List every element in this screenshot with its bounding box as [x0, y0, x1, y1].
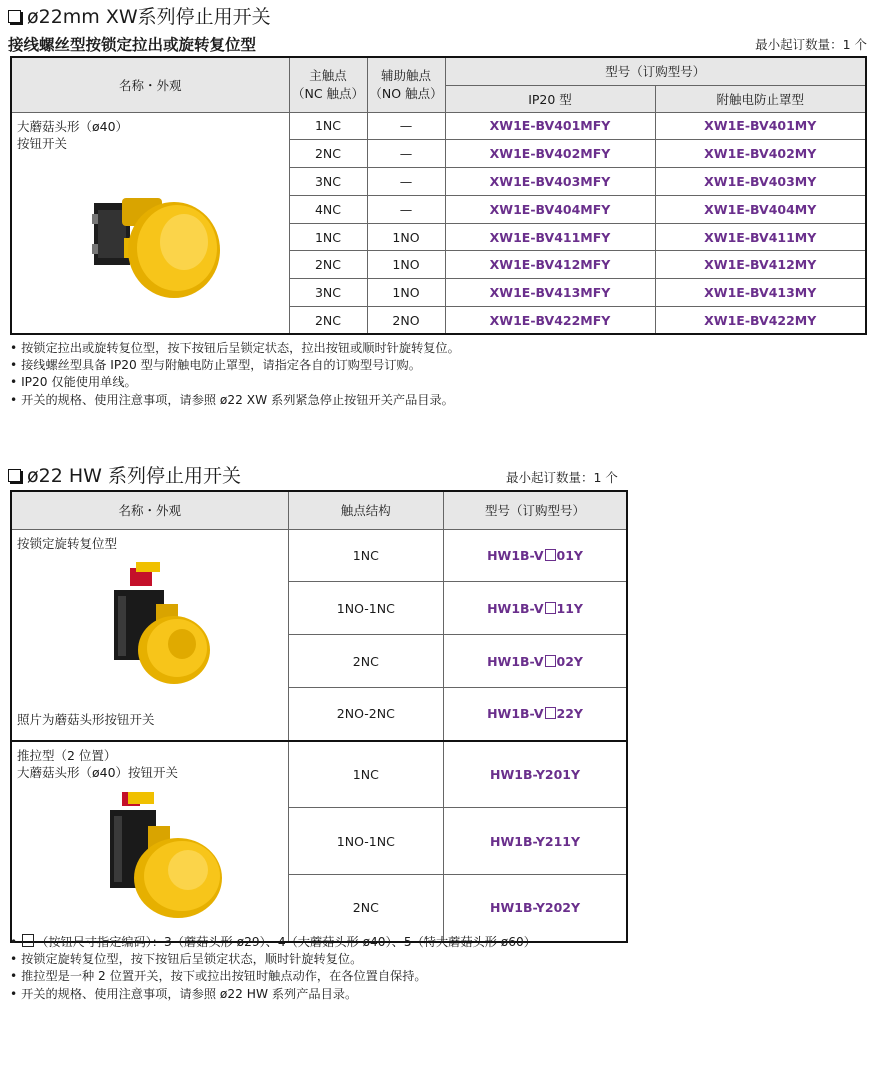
size-code-box-icon: [545, 602, 556, 614]
section2-title: ø22 HW 系列停止用开关: [8, 461, 241, 488]
note: • （按钮尺寸指定编码）：3（蘑菇头形 ø29）、4（大蘑菇头形 ø40）、5（特大蘑菇头形 ø60）: [10, 935, 536, 949]
aux-contact-cell: —: [367, 112, 445, 140]
model-finger-cell: XW1E-BV403MY: [655, 168, 866, 196]
hw-product-table: [10, 490, 628, 943]
checkbox-square-icon: [8, 469, 21, 482]
mushroom-button-image-icon: [82, 168, 222, 308]
main-contact-cell: 3NC: [289, 279, 367, 307]
mushroom-button-image-icon: [100, 562, 220, 692]
model-cell: HW1B-V 11Y: [444, 582, 627, 635]
header-main-contact: 主触点 （NC 触点）: [289, 57, 367, 112]
model-ip20-cell: XW1E-BV402MFY: [445, 140, 655, 168]
model-ip20-cell: XW1E-BV413MFY: [445, 279, 655, 307]
section1-subtitle: 接线螺丝型按锁定拉出或旋转复位型: [8, 36, 257, 54]
header-model: 型号（订购型号）: [445, 57, 866, 85]
header-finger-protect: 附触电防止罩型: [655, 85, 866, 112]
model-ip20-cell: XW1E-BV411MFY: [445, 223, 655, 251]
note: • 开关的规格、使用注意事项，请参照 ø22 HW 系列产品目录。: [10, 986, 358, 1001]
model-finger-cell: XW1E-BV412MY: [655, 251, 866, 279]
model-cell: HW1B-Y201Y: [444, 741, 627, 808]
model-ip20-cell: XW1E-BV403MFY: [445, 168, 655, 196]
model-finger-cell: XW1E-BV402MY: [655, 140, 866, 168]
model-ip20-cell: XW1E-BV412MFY: [445, 251, 655, 279]
note: • 推拉型是一种 2 位置开关，按下或拉出按钮时触点动作，在各位置自保持。: [10, 969, 427, 984]
main-contact-cell: 4NC: [289, 195, 367, 223]
header-name: 名称・外观: [11, 57, 289, 112]
mushroom-button-image-icon: [98, 792, 228, 922]
photo-caption: 照片为蘑菇头形按钮开关: [17, 711, 155, 727]
model-cell: HW1B-V 22Y: [444, 688, 627, 741]
model-ip20-cell: XW1E-BV422MFY: [445, 307, 655, 335]
model-cell: HW1B-Y211Y: [444, 808, 627, 875]
main-contact-cell: 2NC: [289, 251, 367, 279]
section1-moq: 最小起订数量：1 个: [755, 37, 867, 52]
section1-notes: [10, 340, 460, 409]
main-contact-cell: 1NC: [289, 223, 367, 251]
product-cell: [11, 112, 289, 334]
note: • 按锁定旋转复位型，按下按钮后呈锁定状态，顺时针旋转复位。: [10, 952, 363, 967]
contact-cell: 1NC: [288, 741, 443, 808]
header-name: 名称・外观: [11, 491, 288, 529]
contact-cell: 2NO-2NC: [288, 688, 443, 741]
table-row: [11, 112, 866, 140]
model-finger-cell: XW1E-BV401MY: [655, 112, 866, 140]
contact-cell: 1NC: [288, 529, 443, 582]
product-name: 推拉型（2 位置） 大蘑菇头形（ø40）按钮开关: [17, 747, 179, 780]
product-name: 大蘑菇头形（ø40） 按钮开关: [17, 118, 129, 151]
model-finger-cell: XW1E-BV422MY: [655, 307, 866, 335]
note: • 开关的规格、使用注意事项，请参照 ø22 XW 系列紧急停止按钮开关产品目录。: [10, 392, 454, 407]
main-contact-cell: 2NC: [289, 307, 367, 335]
note: • 接线螺丝型具备 IP20 型与附触电防止罩型，请指定各自的订购型号订购。: [10, 358, 421, 373]
note: • IP20 仅能使用单线。: [10, 375, 137, 390]
product-cell: [11, 741, 288, 942]
contact-cell: 1NO-1NC: [288, 808, 443, 875]
product-name: 按锁定旋转复位型: [17, 535, 118, 551]
model-cell: HW1B-Y202Y: [444, 875, 627, 942]
table-row: [11, 741, 627, 808]
header-model: 型号（订购型号）: [444, 491, 627, 529]
aux-contact-cell: 2NO: [367, 307, 445, 335]
aux-contact-cell: —: [367, 168, 445, 196]
size-code-box-icon: [545, 655, 556, 667]
contact-cell: 1NO-1NC: [288, 582, 443, 635]
aux-contact-cell: —: [367, 140, 445, 168]
product-cell: [11, 529, 288, 741]
aux-contact-cell: 1NO: [367, 279, 445, 307]
aux-contact-cell: —: [367, 195, 445, 223]
size-code-box-icon: [22, 934, 34, 947]
model-cell: HW1B-V 01Y: [444, 529, 627, 582]
note: • 按锁定拉出或旋转复位型，按下按钮后呈锁定状态，拉出按钮或顺时针旋转复位。: [10, 341, 460, 355]
section2-notes: [10, 934, 536, 1003]
contact-cell: 2NC: [288, 875, 443, 942]
header-contact: 触点结构: [288, 491, 443, 529]
model-finger-cell: XW1E-BV413MY: [655, 279, 866, 307]
model-finger-cell: XW1E-BV404MY: [655, 195, 866, 223]
size-code-box-icon: [545, 707, 556, 719]
section2-moq: 最小起订数量：1 个: [506, 470, 618, 485]
aux-contact-cell: 1NO: [367, 223, 445, 251]
table-row: [11, 529, 627, 582]
aux-contact-cell: 1NO: [367, 251, 445, 279]
section1-title: ø22mm XW系列停止用开关: [8, 2, 271, 29]
model-finger-cell: XW1E-BV411MY: [655, 223, 866, 251]
header-aux-contact: 辅助触点 （NO 触点）: [367, 57, 445, 112]
checkbox-square-icon: [8, 10, 21, 23]
contact-cell: 2NC: [288, 635, 443, 688]
main-contact-cell: 2NC: [289, 140, 367, 168]
main-contact-cell: 3NC: [289, 168, 367, 196]
model-ip20-cell: XW1E-BV401MFY: [445, 112, 655, 140]
model-cell: HW1B-V 02Y: [444, 635, 627, 688]
model-ip20-cell: XW1E-BV404MFY: [445, 195, 655, 223]
header-ip20: IP20 型: [445, 85, 655, 112]
main-contact-cell: 1NC: [289, 112, 367, 140]
xw-product-table: [10, 56, 867, 335]
size-code-box-icon: [545, 549, 556, 561]
